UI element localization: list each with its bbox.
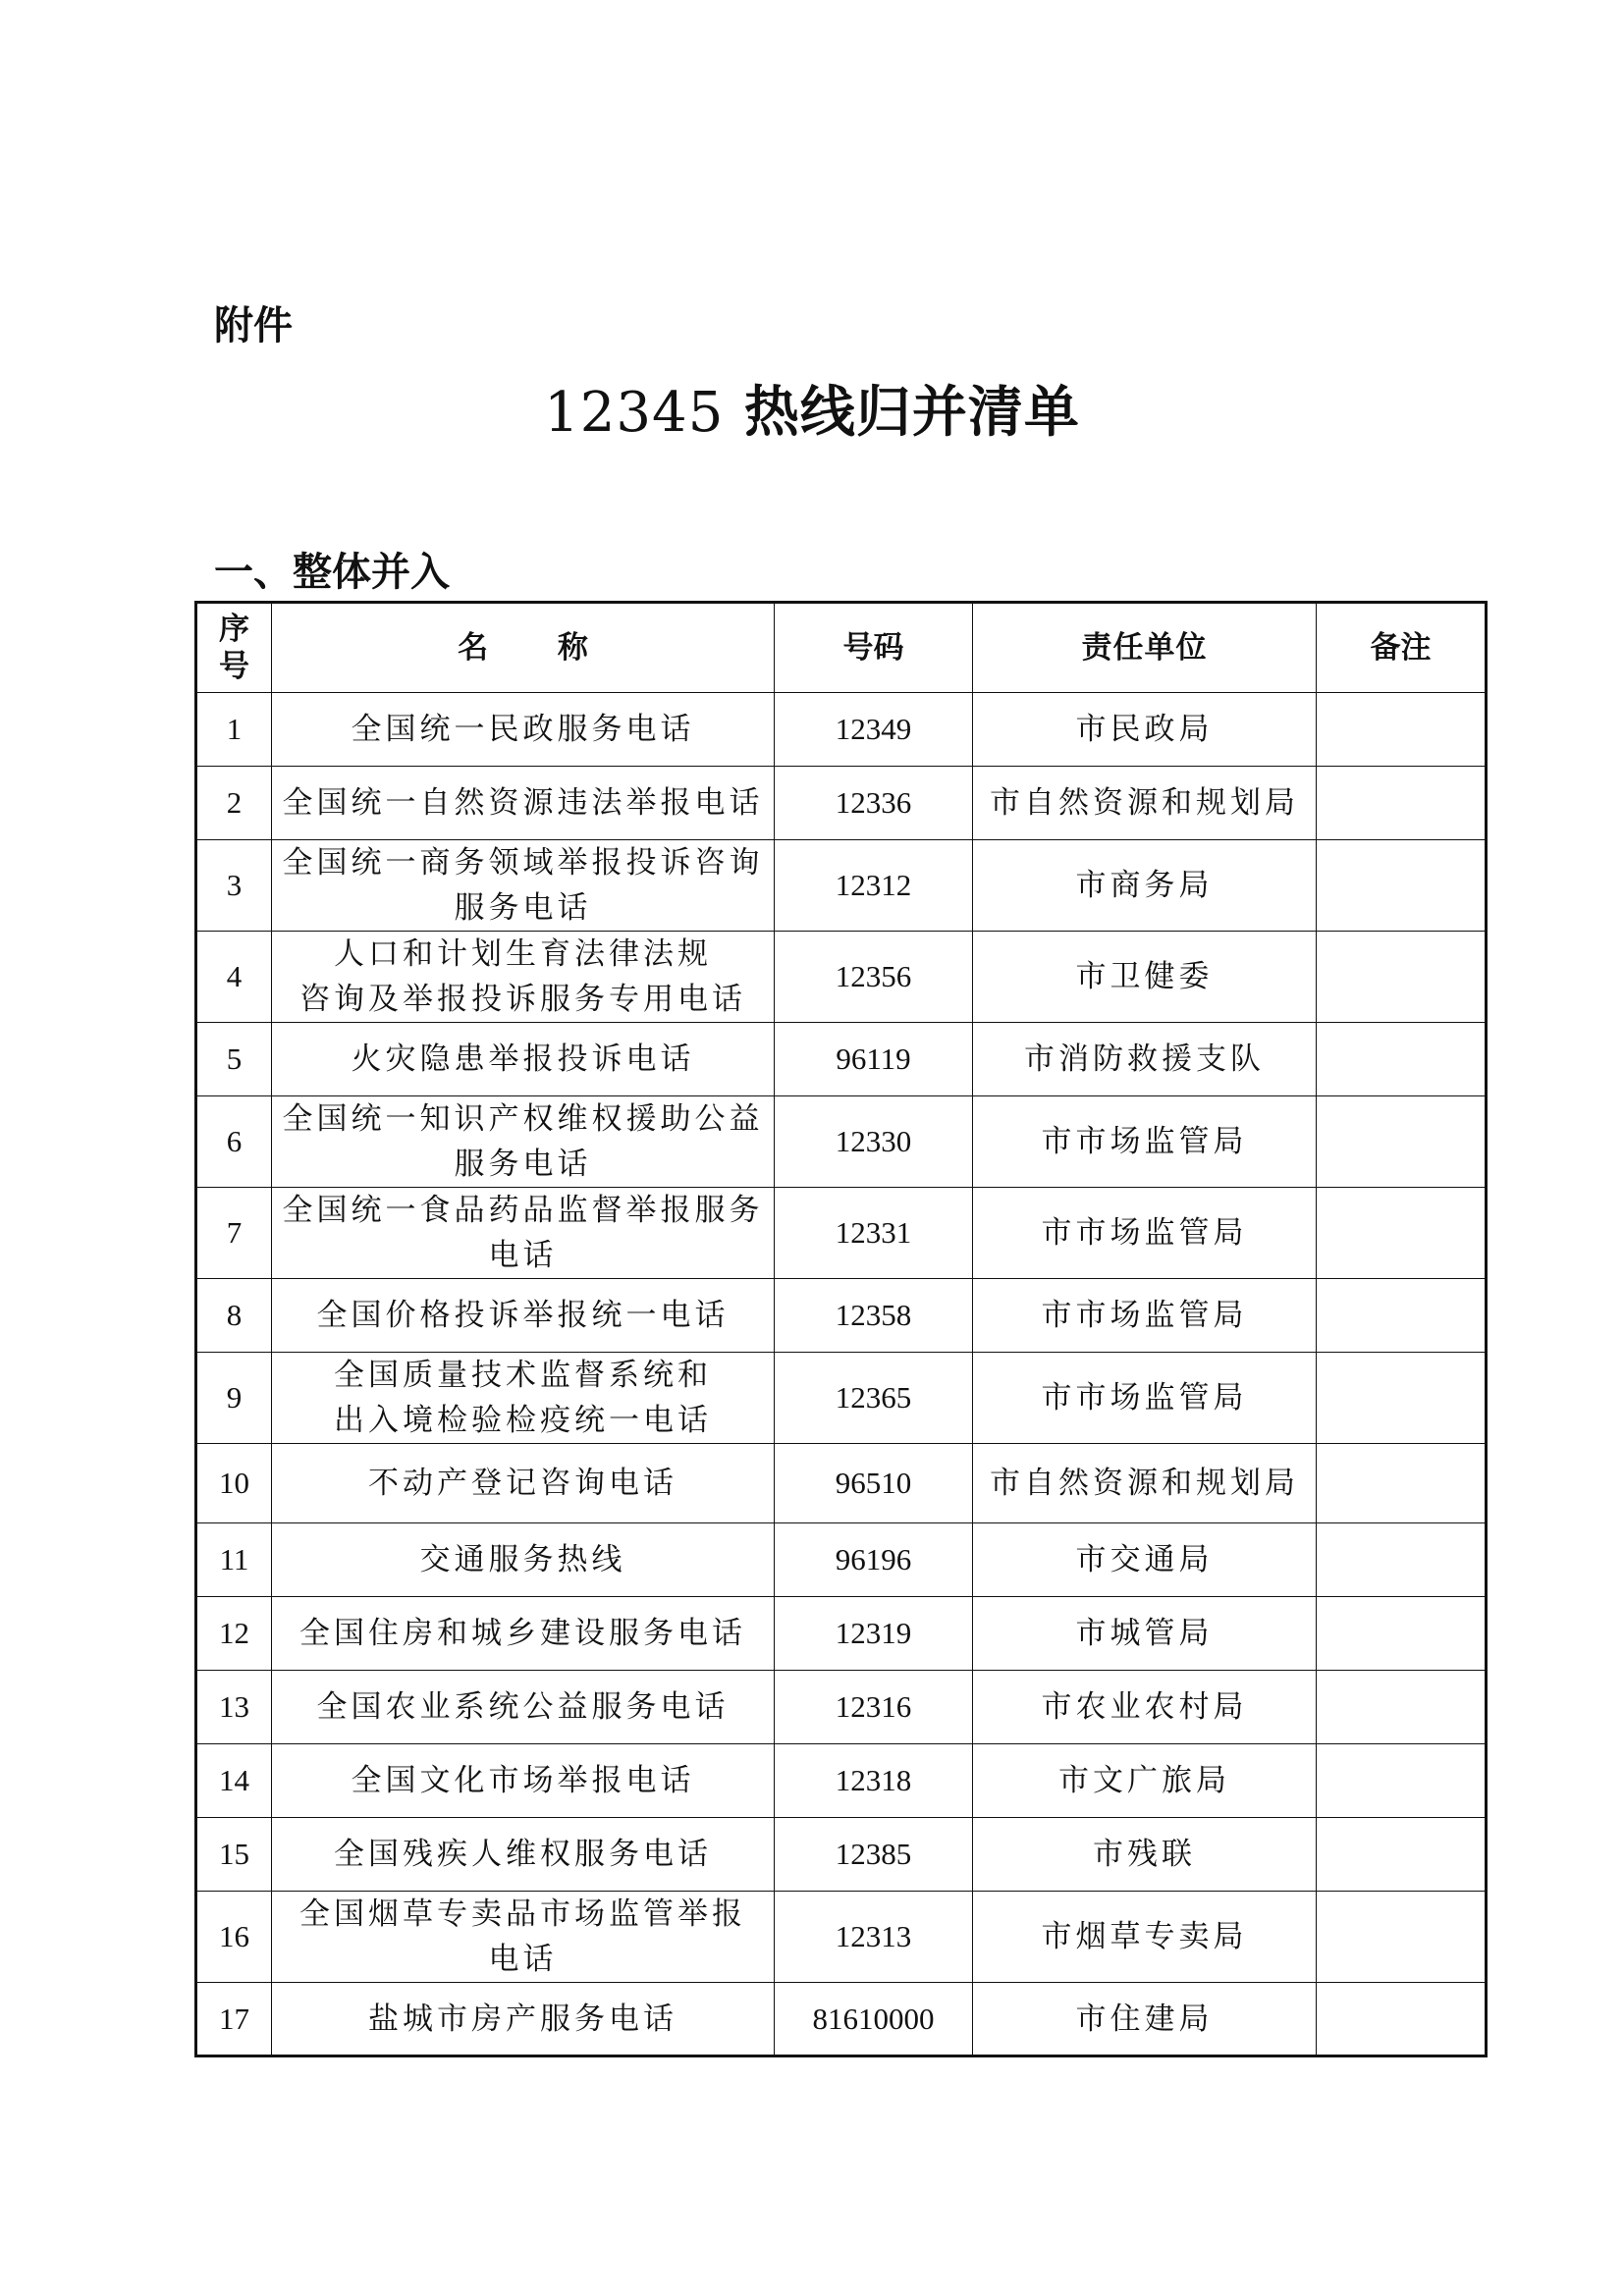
hotline-name-line: 电话 (488, 1942, 558, 1977)
row-number: 16 (196, 1892, 272, 1983)
table-row (196, 1671, 1487, 1744)
remark (1317, 840, 1487, 932)
hotline-name (272, 1597, 775, 1671)
responsible-unit: 市市场监管局 (973, 1188, 1317, 1279)
responsible-unit: 市市场监管局 (973, 1353, 1317, 1444)
responsible-unit: 市残联 (973, 1818, 1317, 1892)
responsible-unit: 市交通局 (973, 1523, 1317, 1597)
row-number: 1 (196, 693, 272, 767)
hotline-name-line: 盐城市房产服务电话 (368, 2001, 677, 2037)
row-number: 14 (196, 1744, 272, 1818)
hotline-number: 96196 (775, 1523, 973, 1597)
title-text: 热线归并清单 (743, 380, 1080, 445)
hotline-number: 81610000 (775, 1983, 973, 2056)
row-number: 5 (196, 1023, 272, 1096)
hotline-name-line: 全国烟草专卖品市场监管举报 (299, 1896, 746, 1932)
header-no (196, 603, 272, 693)
table-row (196, 767, 1487, 840)
section-heading: 一、整体并入 (214, 550, 450, 595)
hotline-number: 12313 (775, 1892, 973, 1983)
row-number: 13 (196, 1671, 272, 1744)
hotline-number: 12349 (775, 693, 973, 767)
responsible-unit: 市城管局 (973, 1597, 1317, 1671)
remark (1317, 1096, 1487, 1188)
hotline-name (272, 767, 775, 840)
remark (1317, 932, 1487, 1023)
hotline-name (272, 932, 775, 1023)
attachment-label: 附件 (214, 303, 293, 348)
hotline-number: 12336 (775, 767, 973, 840)
responsible-unit: 市市场监管局 (973, 1096, 1317, 1188)
hotline-name-line: 服务电话 (454, 890, 592, 926)
row-number: 4 (196, 932, 272, 1023)
hotline-number: 12356 (775, 932, 973, 1023)
hotline-name (272, 1818, 775, 1892)
hotline-name-line: 全国价格投诉举报统一电话 (316, 1298, 730, 1333)
hotline-name-line: 咨询及举报投诉服务专用电话 (299, 982, 746, 1017)
hotline-name-line: 全国文化市场举报电话 (351, 1763, 695, 1798)
remark (1317, 1983, 1487, 2056)
table-row (196, 1744, 1487, 1818)
row-number: 2 (196, 767, 272, 840)
document-title (0, 369, 1624, 448)
remark (1317, 1671, 1487, 1744)
responsible-unit: 市文广旅局 (973, 1744, 1317, 1818)
hotline-name-line: 全国统一商务领域举报投诉咨询 (282, 845, 764, 881)
responsible-unit: 市商务局 (973, 840, 1317, 932)
hotline-name (272, 1983, 775, 2056)
table-header-row (196, 603, 1487, 693)
table-row (196, 932, 1487, 1023)
hotline-name-line: 全国住房和城乡建设服务电话 (299, 1616, 746, 1651)
header-no-line1: 序 (219, 612, 249, 647)
table-row (196, 1188, 1487, 1279)
hotline-number: 12319 (775, 1597, 973, 1671)
row-number: 6 (196, 1096, 272, 1188)
hotline-name-line: 全国农业系统公益服务电话 (316, 1689, 730, 1725)
hotline-name-line: 全国残疾人维权服务电话 (334, 1837, 712, 1872)
hotline-name (272, 1671, 775, 1744)
row-number: 10 (196, 1444, 272, 1523)
row-number: 8 (196, 1279, 272, 1353)
row-number: 11 (196, 1523, 272, 1597)
hotline-number: 12331 (775, 1188, 973, 1279)
row-number: 9 (196, 1353, 272, 1444)
remark (1317, 1279, 1487, 1353)
hotline-name (272, 1444, 775, 1523)
remark (1317, 1353, 1487, 1444)
hotline-name-line: 全国统一自然资源违法举报电话 (282, 785, 764, 821)
hotline-name-line: 出入境检验检疫统一电话 (334, 1403, 712, 1438)
hotline-name (272, 840, 775, 932)
hotline-name (272, 693, 775, 767)
row-number: 17 (196, 1983, 272, 2056)
table-row (196, 1353, 1487, 1444)
row-number: 7 (196, 1188, 272, 1279)
responsible-unit: 市自然资源和规划局 (973, 1444, 1317, 1523)
hotline-number: 12365 (775, 1353, 973, 1444)
remark (1317, 1818, 1487, 1892)
hotline-name-line: 交通服务热线 (419, 1542, 626, 1577)
table-body (196, 693, 1487, 2056)
responsible-unit: 市烟草专卖局 (973, 1892, 1317, 1983)
responsible-unit: 市农业农村局 (973, 1671, 1317, 1744)
hotline-name-line: 人口和计划生育法律法规 (334, 936, 712, 972)
hotline-name-line: 全国统一民政服务电话 (351, 712, 695, 747)
hotline-number: 12318 (775, 1744, 973, 1818)
hotline-name (272, 1353, 775, 1444)
hotline-name (272, 1744, 775, 1818)
hotline-name-line: 全国统一食品药品监督举报服务 (282, 1193, 764, 1228)
hotline-number: 12316 (775, 1671, 973, 1744)
hotline-number: 12358 (775, 1279, 973, 1353)
hotline-name-line: 不动产登记咨询电话 (368, 1466, 677, 1501)
header-code: 号码 (775, 603, 973, 693)
responsible-unit: 市卫健委 (973, 932, 1317, 1023)
hotline-number: 12330 (775, 1096, 973, 1188)
remark (1317, 1892, 1487, 1983)
hotline-name (272, 1523, 775, 1597)
responsible-unit: 市市场监管局 (973, 1279, 1317, 1353)
table-row (196, 1983, 1487, 2056)
hotline-number: 96510 (775, 1444, 973, 1523)
remark (1317, 1597, 1487, 1671)
row-number: 15 (196, 1818, 272, 1892)
hotline-number: 12385 (775, 1818, 973, 1892)
hotline-name (272, 1096, 775, 1188)
table-row (196, 840, 1487, 932)
header-unit: 责任单位 (973, 603, 1317, 693)
hotline-number: 96119 (775, 1023, 973, 1096)
table-row (196, 1023, 1487, 1096)
title-number: 12345 (544, 381, 725, 445)
hotline-name (272, 1188, 775, 1279)
remark (1317, 1444, 1487, 1523)
table-row (196, 1444, 1487, 1523)
remark (1317, 1744, 1487, 1818)
hotline-table (194, 601, 1488, 2057)
remark (1317, 767, 1487, 840)
responsible-unit: 市消防救援支队 (973, 1023, 1317, 1096)
header-name: 名 称 (272, 603, 775, 693)
table-row (196, 1279, 1487, 1353)
header-no-line2: 号 (219, 649, 249, 684)
row-number: 12 (196, 1597, 272, 1671)
responsible-unit: 市住建局 (973, 1983, 1317, 2056)
hotline-name (272, 1023, 775, 1096)
hotline-name (272, 1892, 775, 1983)
table-row (196, 1523, 1487, 1597)
hotline-name (272, 1279, 775, 1353)
responsible-unit: 市民政局 (973, 693, 1317, 767)
header-note: 备注 (1317, 603, 1487, 693)
hotline-name-line: 电话 (488, 1238, 558, 1273)
hotline-name-line: 全国质量技术监督系统和 (334, 1358, 712, 1393)
remark (1317, 693, 1487, 767)
remark (1317, 1188, 1487, 1279)
hotline-name-line: 火灾隐患举报投诉电话 (351, 1041, 695, 1077)
remark (1317, 1023, 1487, 1096)
table-row (196, 693, 1487, 767)
row-number: 3 (196, 840, 272, 932)
hotline-name-line: 全国统一知识产权维权援助公益 (282, 1101, 764, 1137)
table-row (196, 1096, 1487, 1188)
hotline-number: 12312 (775, 840, 973, 932)
table-row (196, 1892, 1487, 1983)
hotline-name-line: 服务电话 (454, 1147, 592, 1182)
remark (1317, 1523, 1487, 1597)
responsible-unit: 市自然资源和规划局 (973, 767, 1317, 840)
table-row (196, 1597, 1487, 1671)
table-row (196, 1818, 1487, 1892)
